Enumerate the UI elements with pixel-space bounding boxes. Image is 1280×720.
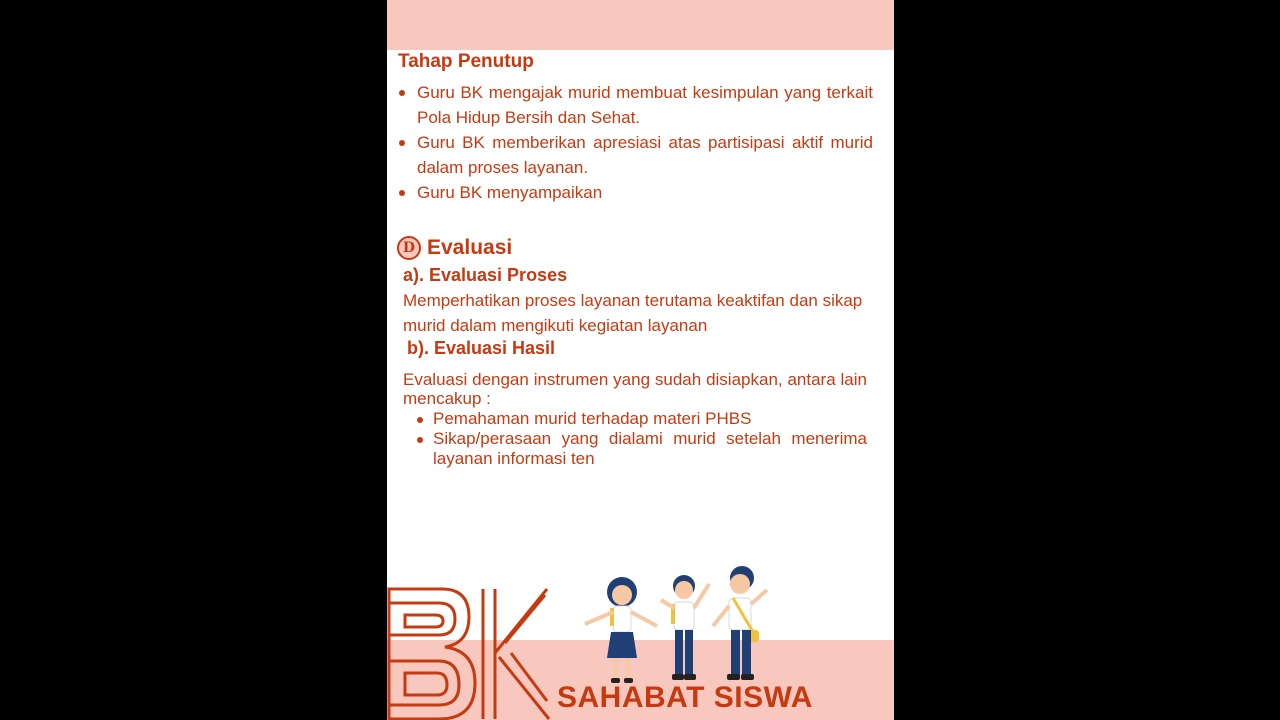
bullet-icon: [417, 417, 423, 423]
brand-title: SAHABAT SISWA: [557, 681, 813, 714]
hasil-list: [403, 409, 867, 469]
section-title-evaluasi: Evaluasi: [427, 236, 513, 259]
list-item: Pemahaman murid terhadap materi PHBS: [403, 409, 867, 429]
subsection-title-proses: a). Evaluasi Proses: [403, 265, 568, 285]
section-title-penutup: Tahap Penutup: [398, 51, 534, 72]
evaluasi-heading: [397, 236, 512, 260]
section-badge-icon: D: [397, 236, 421, 260]
bullet-icon: [399, 90, 405, 96]
hasil-text: Evaluasi dengan instrumen yang sudah disiapkan, antara lain mencakup :: [403, 370, 867, 408]
bullet-icon: [399, 190, 405, 196]
bullet-icon: [417, 437, 423, 443]
bullet-icon: [399, 140, 405, 146]
subsection-title-hasil: b). Evaluasi Hasil: [407, 338, 556, 358]
proses-text: Memperhatikan proses layanan terutama keaktifan dan sikap murid dalam mengikuti kegiatan layanan: [403, 291, 863, 335]
top-band: [387, 0, 894, 50]
students-illustration-icon: [577, 560, 787, 690]
list-item: Guru BK menyampaikan: [399, 180, 873, 205]
list-item: Guru BK memberikan apresiasi atas partisipasi aktif murid dalam proses layanan.: [399, 130, 873, 180]
list-item: Sikap/perasaan yang dialami murid setelah menerima layanan informasi ten: [403, 429, 867, 469]
list-item: Guru BK mengajak murid membuat kesimpulan yang terkait Pola Hidup Bersih dan Sehat.: [399, 80, 873, 130]
bk-logo-icon: [387, 585, 552, 720]
slide-page: [387, 0, 894, 720]
penutup-list: [399, 80, 873, 205]
